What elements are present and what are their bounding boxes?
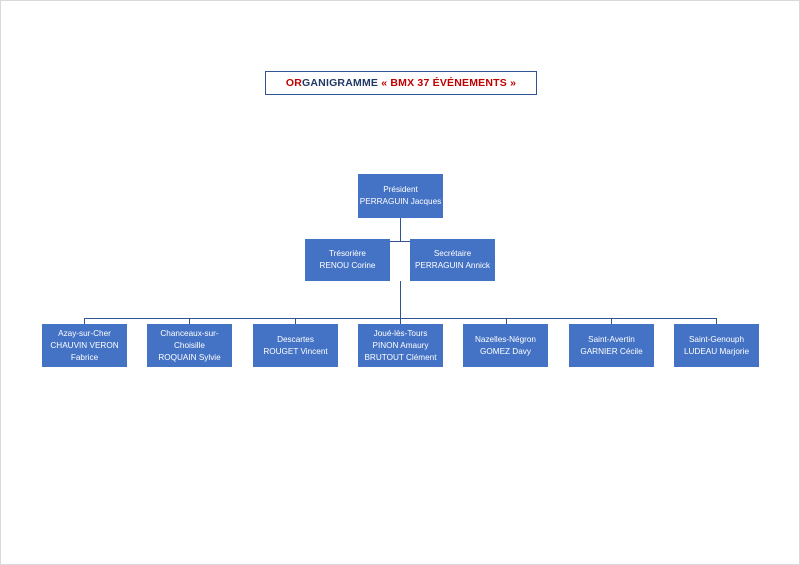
connector-president-down	[400, 218, 401, 241]
diagram-title-box	[265, 71, 537, 95]
tresoriere-name: RENOU Corine	[319, 261, 376, 270]
president-name: PERRAGUIN Jacques	[359, 197, 442, 206]
club-city: Descartes	[277, 334, 314, 344]
president-role: Président	[383, 185, 418, 194]
page-title	[286, 77, 516, 89]
node-club-joue-les-tours[interactable]	[358, 324, 443, 367]
title-suffix: « BMX 37 ÉVÉNEMENTS »	[381, 77, 517, 89]
node-club-saint-genouph[interactable]	[674, 324, 759, 367]
club-contact-1: GOMEZ Davy	[480, 346, 531, 356]
secretaire-name: PERRAGUIN Annick	[414, 261, 491, 270]
club-contact-2: BRUTOUT Clément	[364, 352, 437, 362]
club-contact-2: Fabrice	[70, 352, 99, 362]
club-contact-1: GARNIER Cécile	[580, 346, 643, 356]
node-president[interactable]	[358, 174, 443, 218]
node-club-descartes[interactable]	[253, 324, 338, 367]
club-contact-1: PINON Amaury	[372, 340, 429, 350]
node-club-saint-avertin[interactable]	[569, 324, 654, 367]
node-tresoriere[interactable]	[305, 239, 390, 281]
title-prefix: OR	[285, 77, 303, 89]
club-city-cont: Choisille	[174, 340, 205, 350]
node-club-chanceaux-sur-choisille[interactable]	[147, 324, 232, 367]
club-city: Saint-Avertin	[588, 334, 635, 344]
club-city: Nazelles-Négron	[475, 334, 536, 344]
club-contact-1: ROQUAIN Sylvie	[158, 352, 221, 362]
club-contact-1: LUDEAU Marjorie	[683, 346, 750, 356]
tresoriere-role: Trésorière	[328, 249, 366, 258]
club-contact-1: CHAUVIN VERON	[50, 340, 119, 350]
club-contact-1: ROUGET Vincent	[263, 346, 328, 356]
connector-trunk-down	[400, 281, 401, 318]
node-club-nazelles-negron[interactable]	[463, 324, 548, 367]
secretaire-role: Secrétaire	[433, 249, 472, 258]
club-city: Saint-Genouph	[688, 334, 745, 344]
club-city: Joué-lès-Tours	[373, 328, 428, 338]
node-secretaire[interactable]	[410, 239, 495, 281]
node-club-azay-sur-cher[interactable]	[42, 324, 127, 367]
club-city: Azay-sur-Cher	[58, 328, 111, 338]
title-middle: GANIGRAMME	[302, 77, 382, 89]
club-city: Chanceaux-sur-	[160, 328, 219, 338]
